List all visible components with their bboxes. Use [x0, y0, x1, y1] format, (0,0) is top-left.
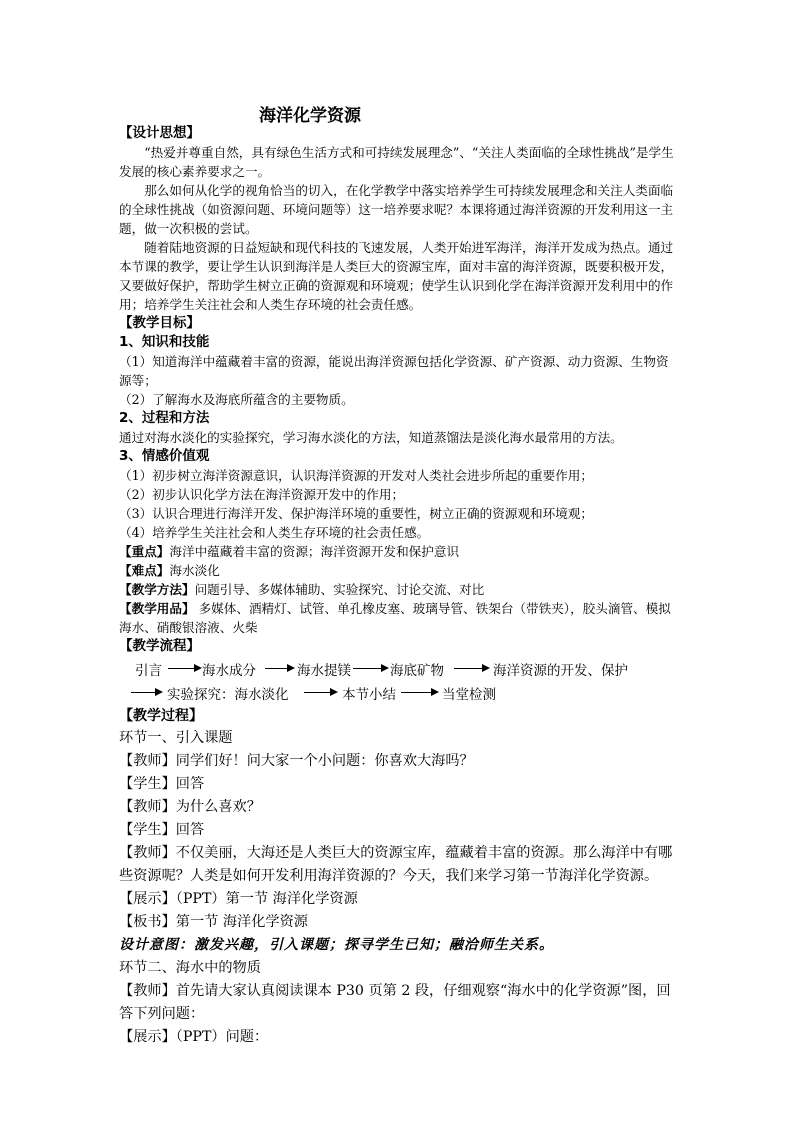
design-intent: 设计意图：激发兴趣，引入课题；探寻学生已知；融洽师生关系。 [119, 937, 554, 953]
dialogue-text: 不仅美丽，大海还是人类巨大的资源宝库，蕴藏着丰富的资源。那么海洋中有哪些资源呢？人类是如何开发利用海洋资源的？今天，我们来学习第一节海洋化学资源。 [119, 845, 673, 884]
stage-1-heading: 环节一、引入课题 [119, 730, 233, 746]
speaker-label: 【教师】 [119, 799, 176, 815]
design-paragraph-3: 随着陆地资源的日益短缺和现代科技的飞速发展，人类开始进军海洋，海洋开发成为热点。通过本节课的教学，要让学生认识到海洋是人类巨大的资源宝库，面对丰富的海洋资源，既要积极开发，又要做好保护，帮助学生树立正确的资源观和环境观；使学生认识到化学在海洋资源开发利用中的作用；培养学生关注社会和人类生存环境的社会责任感。 [119, 240, 674, 312]
emotion-item-2: （2）初步认识化学方法在海洋资源开发中的作用； [119, 487, 405, 502]
dialogue-text: 第一节 海洋化学资源 [175, 914, 308, 930]
flow-step-composition: 海水成分 [202, 663, 256, 679]
emotion-item-3: （3）认识合理进行海洋开发、保护海洋环境的重要性，树立正确的资源观和环境观； [119, 506, 593, 521]
document-body [119, 124, 679, 1049]
flow-step-intro: 引言 [135, 663, 162, 679]
flow-step-test: 当堂检测 [442, 687, 496, 703]
dialogue-text: （PPT）第一节 海洋化学资源 [175, 891, 358, 907]
document-title: 海洋化学资源 [259, 106, 361, 126]
speaker-label: 【学生】 [119, 822, 176, 838]
dialogue-line [119, 819, 679, 842]
dialogue-line [119, 980, 679, 1026]
dialogue-text: 首先请大家认真阅读课本 P30 页第 2 段，仔细观察“海水中的化学资源”图，回答下列问题： [119, 983, 671, 1022]
methods-label: 【教学方法】 [119, 582, 195, 597]
materials-text: 多媒体、酒精灯、试管、单孔橡皮塞、玻璃导管、铁架台（带铁夹），胶头滴管、模拟海水、硝酸银溶液、火柴 [119, 601, 671, 635]
dialogue-text: 为什么喜欢？ [175, 799, 261, 815]
dialogue-line [119, 1026, 679, 1049]
emotion-heading: 3、情感价值观 [119, 448, 210, 464]
dialogue-text: 回答 [175, 822, 205, 838]
difficulty-text: 海水淡化 [169, 563, 220, 578]
dialogue-line [119, 750, 679, 773]
dialogue-text: （PPT）问题： [175, 1029, 269, 1045]
knowledge-item-2: （2）了解海水及海底所蕴含的主要物质。 [119, 392, 354, 407]
speaker-label: 【展示】 [119, 1029, 176, 1045]
speaker-label: 【学生】 [119, 776, 176, 792]
speaker-label: 【教师】 [119, 753, 176, 769]
process-method-item: 通过对海水淡化的实验探究，学习海水淡化的方法，知道蒸馏法是淡化海水最常用的方法。 [119, 430, 623, 445]
flow-step-experiment: 实验探究：海水淡化 [167, 687, 289, 703]
flow-heading: 【教学流程】 [119, 638, 200, 654]
speaker-label: 【展示】 [119, 891, 176, 907]
flow-arrow-4 [454, 668, 488, 669]
design-paragraph-2: 那么如何从化学的视角恰当的切入，在化学教学中落实培养学生可持续发展理念和关注人类面临的全球性挑战（如资源问题、环境问题等）这一培养要求呢？本课将通过海洋资源的开发利用这一主题，做一次积极的尝试。 [119, 183, 674, 236]
difficulty-line [119, 561, 679, 580]
goals-heading: 【教学目标】 [119, 315, 200, 331]
flow-arrow-1 [168, 668, 200, 669]
speaker-label: 【板书】 [119, 914, 176, 930]
process-heading: 【教学过程】 [119, 708, 203, 724]
dialogue-line [119, 842, 679, 888]
speaker-label: 【教师】 [119, 845, 176, 861]
key-point-line [119, 542, 679, 561]
flow-step-magnesium: 海水提镁 [297, 663, 351, 679]
methods-line [119, 580, 679, 599]
teaching-flow-diagram [119, 657, 679, 703]
emotion-item-4: （4）培养学生关注社会和人类生存环境的社会责任感。 [119, 525, 430, 540]
flow-arrow-7 [401, 692, 437, 693]
flow-step-minerals: 海底矿物 [390, 663, 444, 679]
dialogue-line [119, 796, 679, 819]
knowledge-item-1: （1）知道海洋中蕴藏着丰富的资源，能说出海洋资源包括化学资源、矿产资源、动力资源、生物资源等； [119, 354, 669, 388]
materials-label: 【教学用品】 [119, 601, 195, 616]
process-method-heading: 2、过程和方法 [119, 410, 210, 426]
dialogue-line [119, 911, 679, 934]
design-heading: 【设计思想】 [119, 125, 200, 141]
knowledge-heading: 1、知识和技能 [119, 334, 210, 350]
flow-arrow-5 [131, 692, 161, 693]
flow-arrow-2 [265, 668, 293, 669]
dialogue-line [119, 773, 679, 796]
flow-step-development: 海洋资源的开发、保护 [493, 663, 628, 679]
key-point-label: 【重点】 [119, 544, 170, 559]
dialogue-line [119, 888, 679, 911]
dialogue-text: 回答 [175, 776, 205, 792]
materials-line [119, 599, 679, 637]
difficulty-label: 【难点】 [119, 563, 170, 578]
speaker-label: 【教师】 [119, 983, 176, 999]
design-paragraph-1: “热爱并尊重自然，具有绿色生活方式和可持续发展理念”、“关注人类面临的全球性挑战”是学生发展的核心素养要求之一。 [119, 145, 674, 179]
methods-text: 问题引导、多媒体辅助、实验探究、讨论交流、对比 [194, 582, 485, 597]
flow-arrow-3 [353, 668, 387, 669]
stage-2-heading: 环节二、海水中的物质 [119, 960, 261, 976]
emotion-item-1: （1）初步树立海洋资源意识，认识海洋资源的开发对人类社会进步所起的重要作用； [119, 468, 593, 483]
flow-step-summary: 本节小结 [342, 687, 396, 703]
dialogue-text: 同学们好！问大家一个小问题：你喜欢大海吗？ [175, 753, 474, 769]
key-point-text: 海洋中蕴藏着丰富的资源；海洋资源开发和保护意识 [169, 544, 460, 559]
flow-arrow-6 [304, 692, 336, 693]
